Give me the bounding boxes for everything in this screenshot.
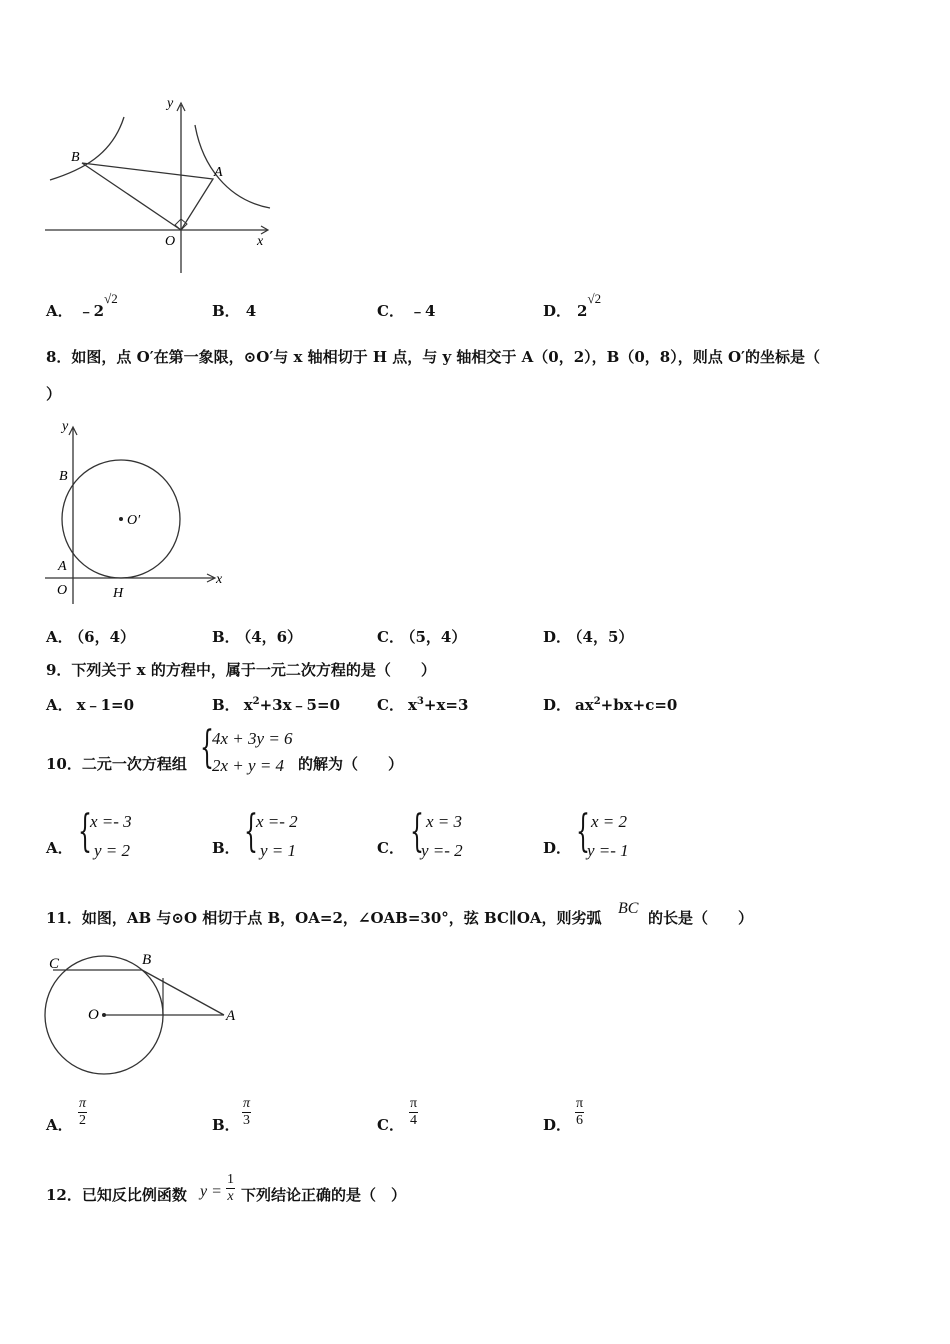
option-text: （5，4） (407, 628, 467, 646)
q8-label-h: H (113, 586, 124, 601)
q8-label-b: B (59, 469, 68, 484)
option-bottom: y =- 1 (587, 841, 629, 860)
option-letter: A． (46, 696, 73, 714)
option-brace: { (410, 806, 424, 857)
option-text: x﹣1=0 (76, 696, 135, 714)
q10-eq1: 4x + 3y = 6 (212, 729, 293, 748)
option-letter: D． (543, 696, 572, 714)
option-letter: B． (212, 1116, 240, 1134)
center-point (119, 517, 123, 521)
option-letter: C． (377, 1116, 404, 1134)
q11-label-b: B (142, 952, 152, 968)
option-fraction (575, 1096, 584, 1129)
option-letter: C． (377, 696, 404, 714)
center-point (102, 1013, 106, 1017)
option-text: （6，4） (76, 628, 136, 646)
q10-option-c[interactable] (377, 806, 497, 870)
option-fraction (409, 1096, 418, 1129)
option-brace: { (78, 806, 92, 857)
q8-label-a: A (58, 559, 67, 574)
option-text: （4，6） (243, 628, 303, 646)
q8-stem-line2: ） (46, 385, 62, 403)
option-text-post: +x=3 (423, 696, 469, 714)
hyperbola-right-branch (195, 125, 270, 208)
q11-arc-bc: BC (618, 900, 639, 917)
radical-sqrt2: √2 (587, 291, 602, 306)
option-letter: A． (46, 1116, 73, 1134)
q7-option-d[interactable] (543, 291, 602, 321)
exponent: 2 (593, 696, 601, 707)
q8-figure (42, 418, 232, 608)
q7-label-a: A (214, 165, 223, 180)
q10-option-b[interactable] (212, 806, 332, 870)
option-brace: { (576, 806, 590, 857)
fraction-denominator: 2 (79, 1113, 86, 1128)
q8-label-y: y (62, 419, 69, 434)
option-top: x =- 3 (90, 812, 132, 831)
option-fraction (78, 1096, 87, 1129)
option-text-post: +3x﹣5=0 (259, 696, 341, 714)
q12-fraction (226, 1172, 235, 1205)
radical-sqrt2: √2 (104, 291, 118, 306)
q7-option-b[interactable] (212, 300, 256, 321)
q7-label-y: y (167, 96, 174, 111)
option-letter: C． (377, 302, 404, 320)
option-letter: A． (46, 839, 73, 857)
option-letter: A． (46, 628, 73, 646)
option-top: x =- 2 (256, 812, 298, 831)
option-letter: B． (212, 628, 240, 646)
q12-lhs: y = (200, 1183, 222, 1200)
option-letter: D． (543, 628, 572, 646)
q9-option-b[interactable] (212, 694, 340, 715)
fraction-denominator: 4 (410, 1113, 418, 1128)
q11-label-o: O (88, 1007, 99, 1023)
q9-option-a[interactable] (46, 694, 134, 715)
option-fraction (242, 1096, 251, 1129)
q10-option-a[interactable] (46, 806, 166, 870)
q10-system-brace: { (200, 722, 214, 773)
q7-label-x: x (257, 234, 264, 249)
q10-prefix: 10．二元一次方程组 (46, 755, 187, 773)
option-letter: B． (212, 302, 240, 320)
q10-option-d[interactable] (543, 806, 663, 870)
option-text: 2 (577, 302, 588, 320)
option-text-pre: ax (575, 696, 594, 714)
q12-prefix: 12．已知反比例函数 (46, 1186, 187, 1204)
option-text-pre: x (407, 696, 417, 714)
q11-option-d[interactable] (543, 1094, 633, 1138)
option-letter: B． (212, 696, 240, 714)
q9-option-c[interactable] (377, 694, 468, 715)
q7-label-o: O (165, 234, 176, 249)
option-top: x = 3 (426, 812, 463, 831)
option-bottom: y =- 2 (421, 841, 463, 860)
fraction-denominator: x (227, 1189, 234, 1204)
q8-option-b[interactable] (212, 626, 302, 647)
q7-label-b: B (71, 150, 80, 165)
option-letter: D． (543, 302, 572, 320)
q11-suffix: 的长是（ ） (648, 909, 754, 927)
q11-stem: 11．如图，AB 与⊙O 相切于点 B，OA=2，∠OAB=30°，弦 BC∥OA，则劣弧 (46, 909, 602, 927)
q12-suffix: 下列结论正确的是（ ） (241, 1186, 407, 1204)
option-letter: A． (46, 302, 73, 320)
q11-label-c: C (49, 956, 60, 972)
q11-figure (42, 950, 242, 1080)
option-letter: C． (377, 839, 404, 857)
option-text: ﹣4 (409, 302, 436, 320)
triangle-boa (82, 163, 213, 230)
option-text-post: +bx+c=0 (600, 696, 678, 714)
fraction-numerator: π (79, 1096, 87, 1111)
q10-eq2: 2x + y = 4 (212, 756, 285, 775)
q8-option-a[interactable] (46, 626, 135, 647)
q11-option-c[interactable] (377, 1094, 467, 1138)
q9-option-d[interactable] (543, 694, 677, 715)
option-brace: { (244, 806, 258, 857)
fraction-denominator: 3 (243, 1113, 250, 1128)
tangent-ab (142, 970, 224, 1015)
q11-option-a[interactable] (46, 1094, 136, 1138)
option-letter: D． (543, 1116, 572, 1134)
fraction-numerator: π (576, 1096, 584, 1111)
option-text: 4 (245, 302, 257, 320)
q8-label-x: x (216, 572, 223, 587)
q7-figure (42, 95, 272, 275)
option-text: （4，5） (575, 628, 634, 646)
q8-option-d[interactable] (543, 626, 633, 647)
option-text-pre: x (243, 696, 253, 714)
fraction-numerator: 1 (227, 1172, 234, 1187)
fraction-numerator: π (410, 1096, 418, 1111)
option-letter: D． (543, 839, 572, 857)
fraction-denominator: 6 (576, 1113, 584, 1128)
fraction-numerator: π (243, 1096, 251, 1111)
q9-stem: 9．下列关于 x 的方程中，属于一元二次方程的是（ ） (46, 661, 436, 679)
q7-option-c[interactable] (377, 300, 435, 321)
q8-stem-line1: 8．如图，点 O′在第一象限，⊙O′与 x 轴相切于 H 点，与 y 轴相交于 A（0，2），B（0，8），则点 O′的坐标是（ (46, 348, 820, 366)
q10-suffix: 的解为（ ） (298, 755, 404, 773)
exponent: 2 (252, 696, 260, 707)
hyperbola-left-branch (50, 117, 124, 180)
q7-option-a[interactable] (46, 291, 118, 321)
q11-option-b[interactable] (212, 1094, 302, 1138)
option-text: ﹣2 (78, 302, 105, 320)
q8-label-o: O (57, 583, 68, 598)
option-letter: C． (377, 628, 404, 646)
option-bottom: y = 2 (94, 841, 131, 860)
option-letter: B． (212, 839, 240, 857)
q8-label-o-prime: O′ (127, 513, 141, 528)
q8-option-c[interactable] (377, 626, 466, 647)
option-top: x = 2 (591, 812, 628, 831)
q11-label-a: A (226, 1008, 236, 1024)
exponent: 3 (416, 696, 424, 707)
option-bottom: y = 1 (260, 841, 297, 860)
